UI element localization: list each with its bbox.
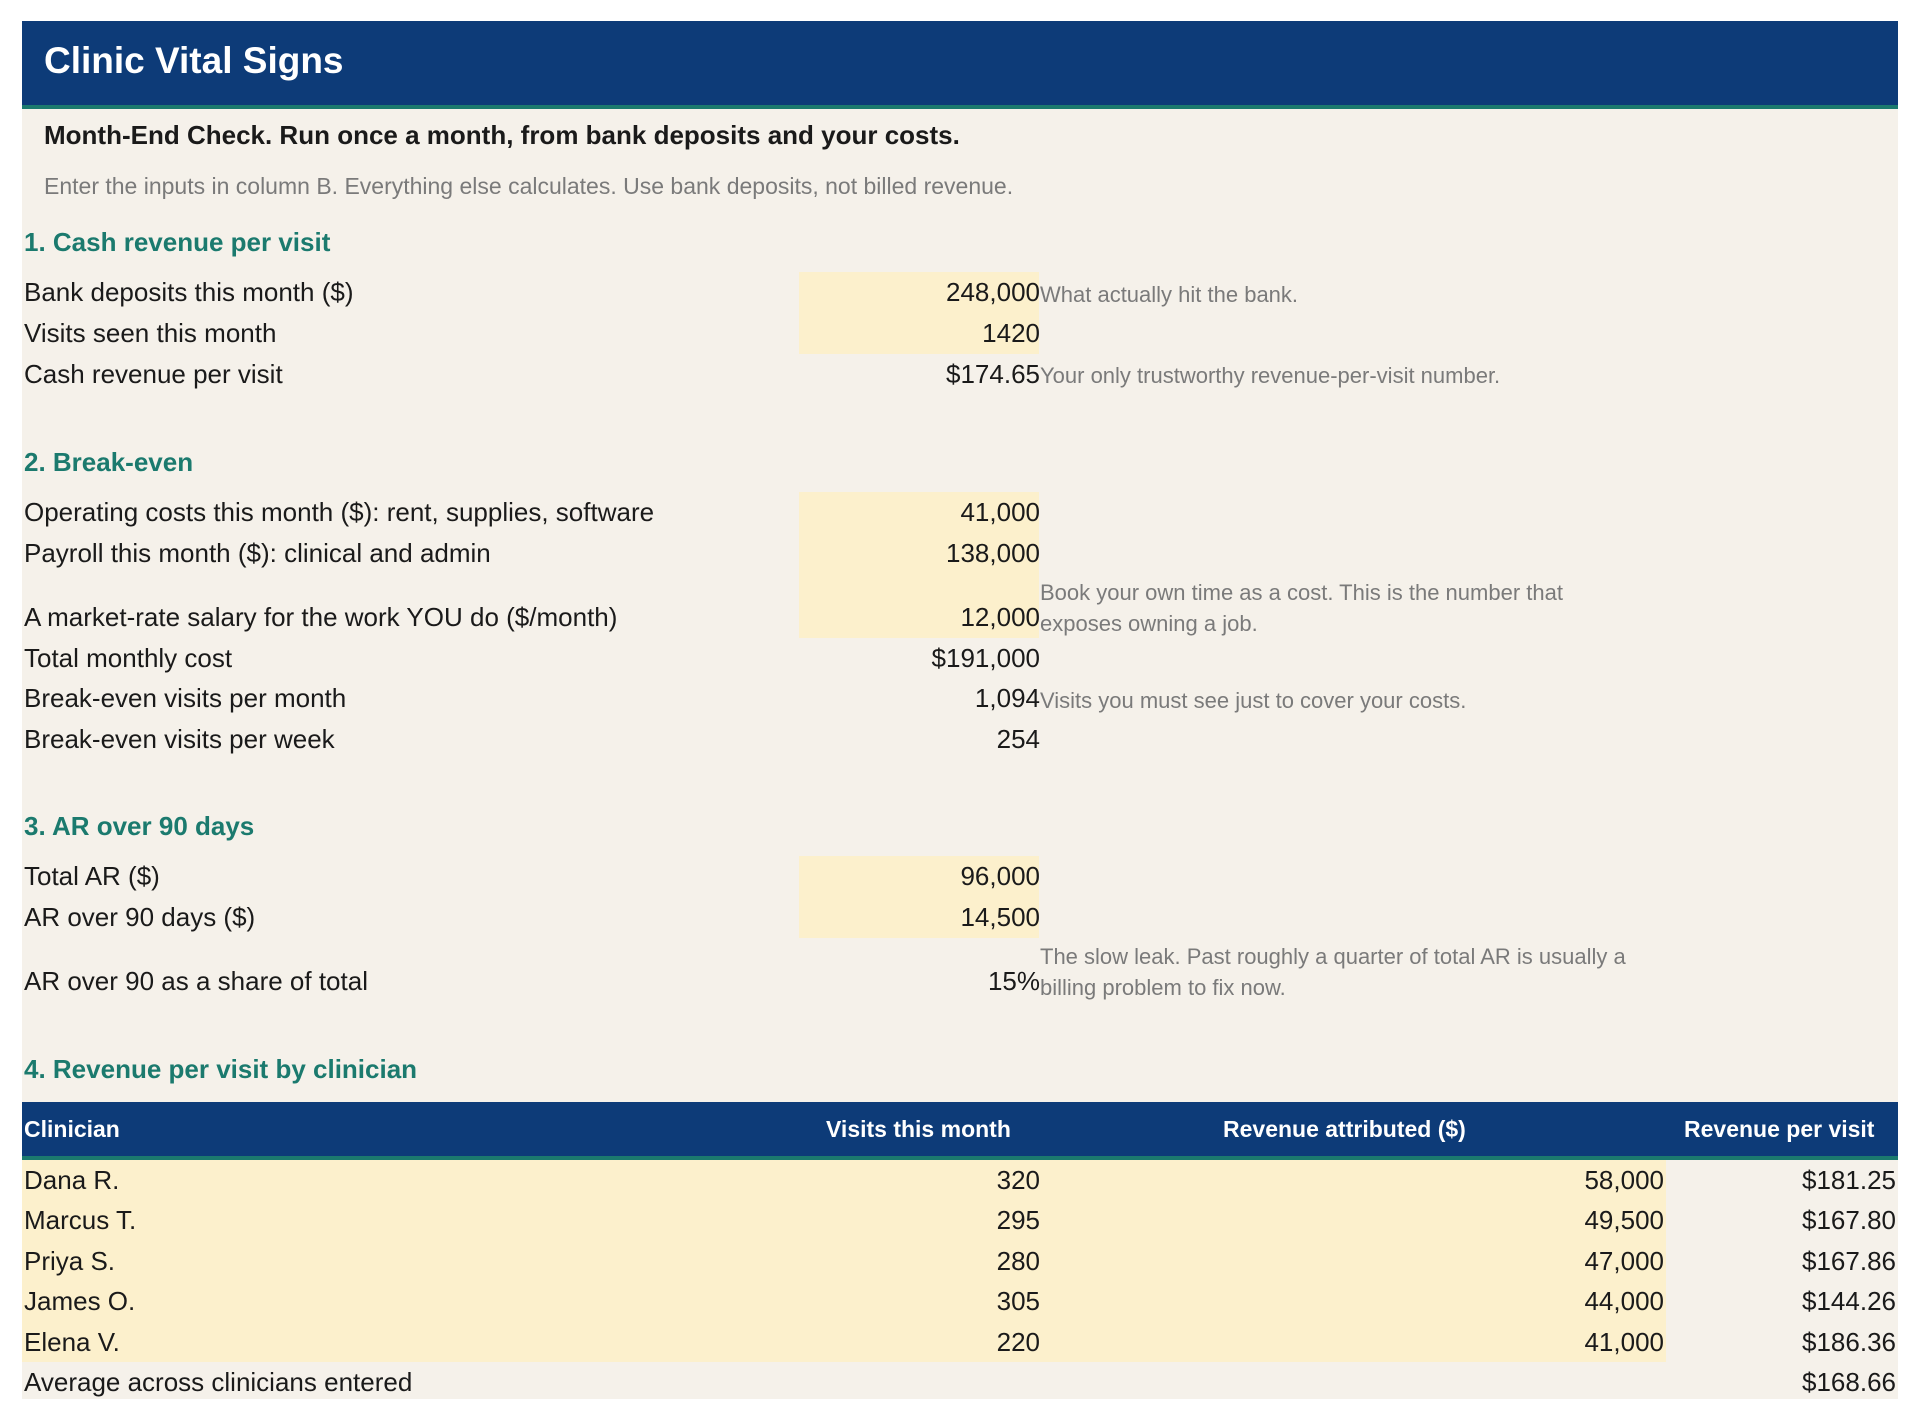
row-label: Total AR ($) (24, 861, 160, 891)
ar-share-value: 15% (987, 966, 1040, 996)
clinician-per-visit-value: $181.25 (1802, 1165, 1896, 1195)
section-heading-cash: 1. Cash revenue per visit (24, 227, 331, 257)
column-header: Revenue per visit (1684, 1116, 1875, 1142)
operating-costs-input[interactable]: 41,000 (960, 497, 1040, 527)
page-title: Clinic Vital Signs (44, 40, 344, 81)
clinician-revenue-input[interactable]: 49,500 (1584, 1205, 1664, 1235)
column-header: Clinician (24, 1116, 120, 1142)
row-note: What actually hit the bank. (1040, 282, 1299, 307)
break-even-week-value: 254 (996, 724, 1040, 754)
clinician-name-input[interactable]: Dana R. (24, 1165, 120, 1195)
row-note: exposes owning a job. (1040, 611, 1258, 636)
row-label: Payroll this month ($): clinical and admin (24, 538, 491, 568)
input-cell-group (22, 1160, 1666, 1362)
clinician-visits-input[interactable]: 220 (996, 1327, 1040, 1357)
clinician-revenue-input[interactable]: 44,000 (1584, 1286, 1664, 1316)
row-note: billing problem to fix now. (1040, 975, 1286, 1000)
clinician-revenue-input[interactable]: 47,000 (1584, 1246, 1664, 1276)
row-label: Visits seen this month (24, 318, 277, 348)
clinician-revenue-input[interactable]: 41,000 (1584, 1327, 1664, 1357)
clinician-per-visit-value: $167.80 (1802, 1205, 1896, 1235)
row-label: Break-even visits per month (24, 683, 347, 713)
payroll-input[interactable]: 138,000 (946, 538, 1040, 568)
average-per-visit-value: $168.66 (1802, 1367, 1896, 1397)
row-note: Your only trustworthy revenue-per-visit number. (1040, 363, 1501, 388)
instructions: Enter the inputs in column B. Everything else calculates. Use bank deposits, not billed revenue. (44, 173, 1014, 199)
clinician-name-input[interactable]: Marcus T. (24, 1205, 137, 1235)
row-label: Bank deposits this month ($) (24, 277, 354, 307)
section-heading-break-even: 2. Break-even (24, 447, 194, 477)
worksheet (22, 21, 1898, 1399)
section-heading-ar: 3. AR over 90 days (24, 811, 255, 841)
row-label: Break-even visits per week (24, 724, 335, 754)
subtitle: Month-End Check. Run once a month, from bank deposits and your costs. (44, 120, 960, 150)
row-label: Operating costs this month ($): rent, supplies, software (24, 497, 655, 527)
break-even-month-value: 1,094 (974, 683, 1040, 713)
clinician-visits-input[interactable]: 320 (996, 1165, 1040, 1195)
row-note: The slow leak. Past roughly a quarter of total AR is usually a (1040, 944, 1626, 969)
row-label: A market-rate salary for the work YOU do ($/month) (24, 602, 618, 632)
clinician-per-visit-value: $144.26 (1802, 1286, 1896, 1316)
column-header: Visits this month (826, 1116, 1011, 1142)
clinician-visits-input[interactable]: 305 (996, 1286, 1040, 1316)
clinician-name-input[interactable]: Elena V. (24, 1327, 120, 1357)
table-header (22, 1102, 1898, 1160)
clinician-visits-input[interactable]: 280 (996, 1246, 1040, 1276)
clinician-name-input[interactable]: James O. (24, 1286, 136, 1316)
clinician-name-input[interactable]: Priya S. (24, 1246, 116, 1276)
clinician-visits-input[interactable]: 295 (996, 1205, 1040, 1235)
row-label: AR over 90 days ($) (24, 902, 256, 932)
average-label: Average across clinicians entered (24, 1367, 413, 1397)
clinician-per-visit-value: $186.36 (1802, 1327, 1896, 1357)
clinician-per-visit-value: $167.86 (1802, 1246, 1896, 1276)
total-monthly-cost-value: $191,000 (931, 643, 1040, 673)
ar-over-90-input[interactable]: 14,500 (960, 902, 1040, 932)
bank-deposits-input[interactable]: 248,000 (946, 277, 1040, 307)
row-label: Total monthly cost (24, 643, 233, 673)
owner-salary-input[interactable]: 12,000 (960, 602, 1040, 632)
row-label: AR over 90 as a share of total (24, 966, 368, 996)
cash-revenue-per-visit-value: $174.65 (946, 359, 1040, 389)
row-note: Book your own time as a cost. This is the number that (1040, 580, 1563, 605)
total-ar-input[interactable]: 96,000 (960, 861, 1040, 891)
visits-input[interactable]: 1420 (982, 318, 1040, 348)
section-heading-clinicians: 4. Revenue per visit by clinician (24, 1054, 418, 1084)
column-header: Revenue attributed ($) (1223, 1116, 1466, 1142)
row-note: Visits you must see just to cover your costs. (1040, 688, 1467, 713)
clinician-revenue-input[interactable]: 58,000 (1584, 1165, 1664, 1195)
row-label: Cash revenue per visit (24, 359, 283, 389)
title-bar (22, 21, 1898, 109)
